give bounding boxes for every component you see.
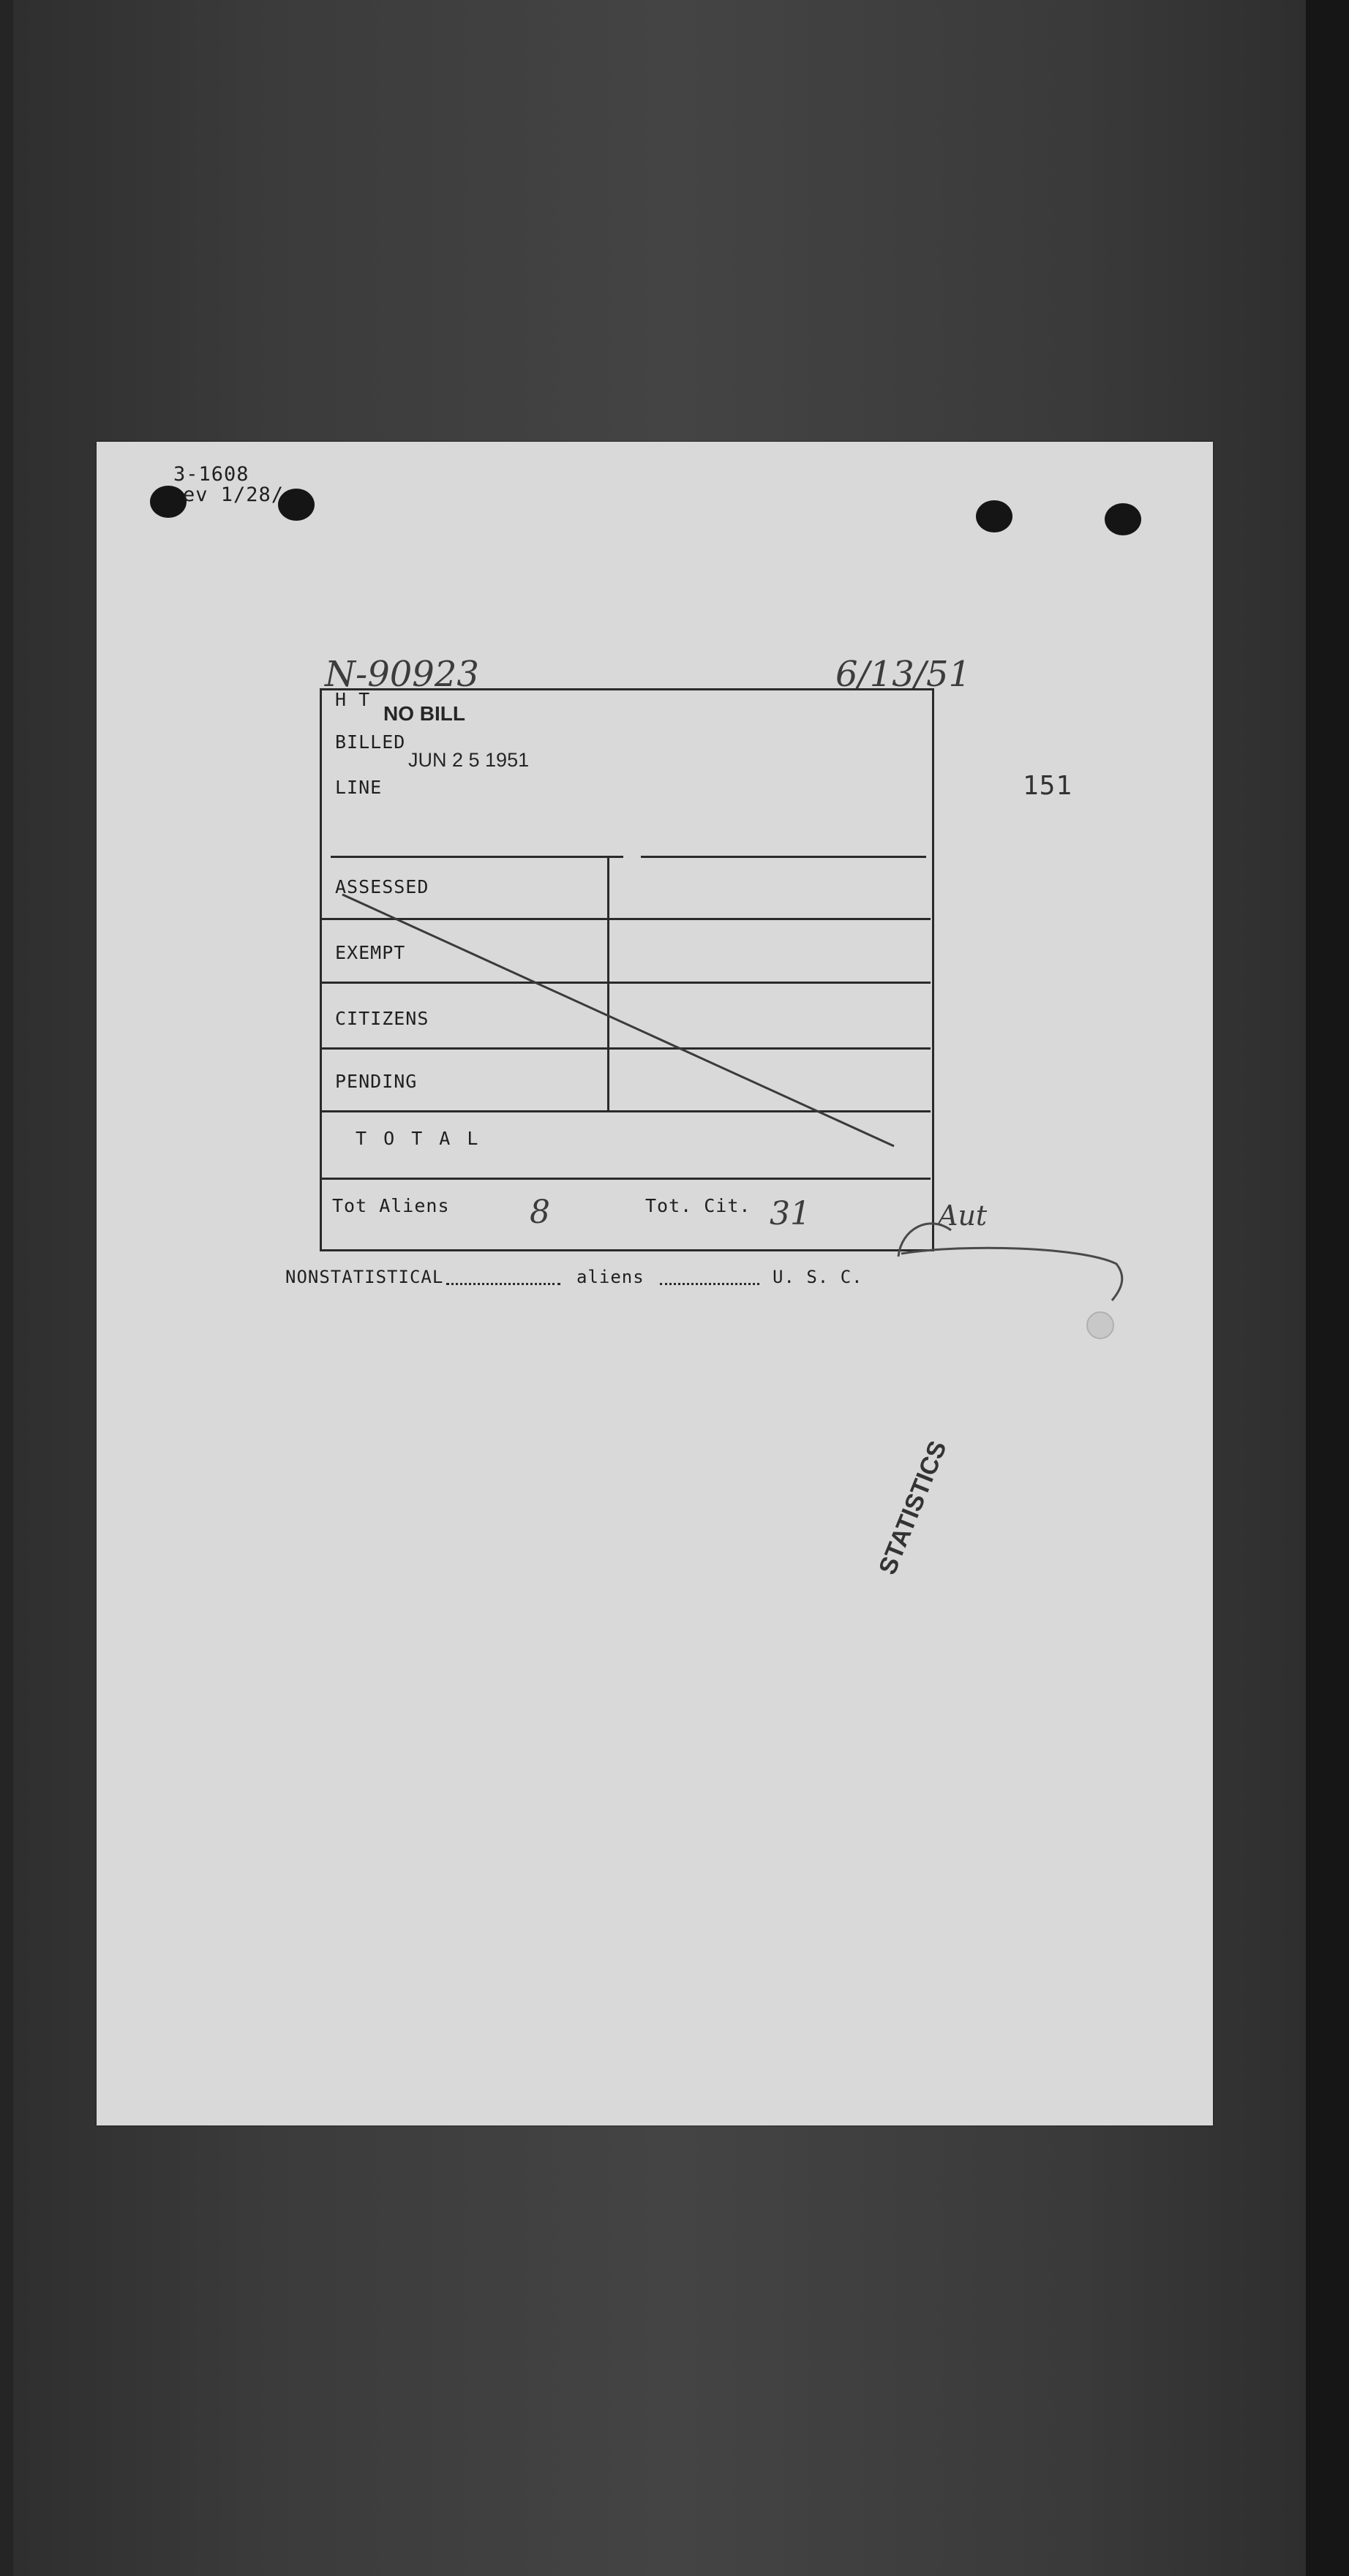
form-revision: ev 1/28/ (183, 483, 285, 506)
row-label-citizens: CITIZENS (335, 1008, 429, 1029)
nonstatistical-aliens-label: aliens (576, 1267, 645, 1287)
paper-spot (1087, 1312, 1113, 1338)
tot-cit-value: 31 (770, 1195, 811, 1232)
tot-aliens-label: Tot Aliens (332, 1195, 450, 1216)
page-number: 151 (1023, 771, 1073, 801)
billed-label: BILLED (335, 731, 406, 753)
tot-aliens-value: 8 (530, 1194, 550, 1231)
nonstatistical-label: NONSTATISTICAL (285, 1267, 444, 1287)
tot-cit-label: Tot. Cit. (645, 1195, 751, 1216)
usc-label: U. S. C. (773, 1267, 863, 1287)
form-number: 3-1608 (173, 463, 249, 486)
initials-loop (901, 1248, 1122, 1300)
total-label: T O T A L (356, 1128, 481, 1149)
file-number: N-90923 (325, 654, 479, 695)
diagonal-cancel-line (342, 895, 894, 1146)
initials: Aut (938, 1200, 988, 1232)
row-label-exempt: EXEMPT (335, 942, 406, 963)
row-label-assessed: ASSESSED (335, 876, 429, 897)
no-bill-stamp: NO BILL (383, 702, 465, 725)
billed-date-stamp: JUN 2 5 1951 (408, 749, 530, 771)
statistics-stamp: STATISTICS (873, 1436, 952, 1579)
handwritten-date: 6/13/51 (835, 654, 972, 695)
ht-label: H T (335, 689, 371, 710)
row-label-pending: PENDING (335, 1071, 418, 1092)
line-label: LINE (335, 777, 383, 798)
